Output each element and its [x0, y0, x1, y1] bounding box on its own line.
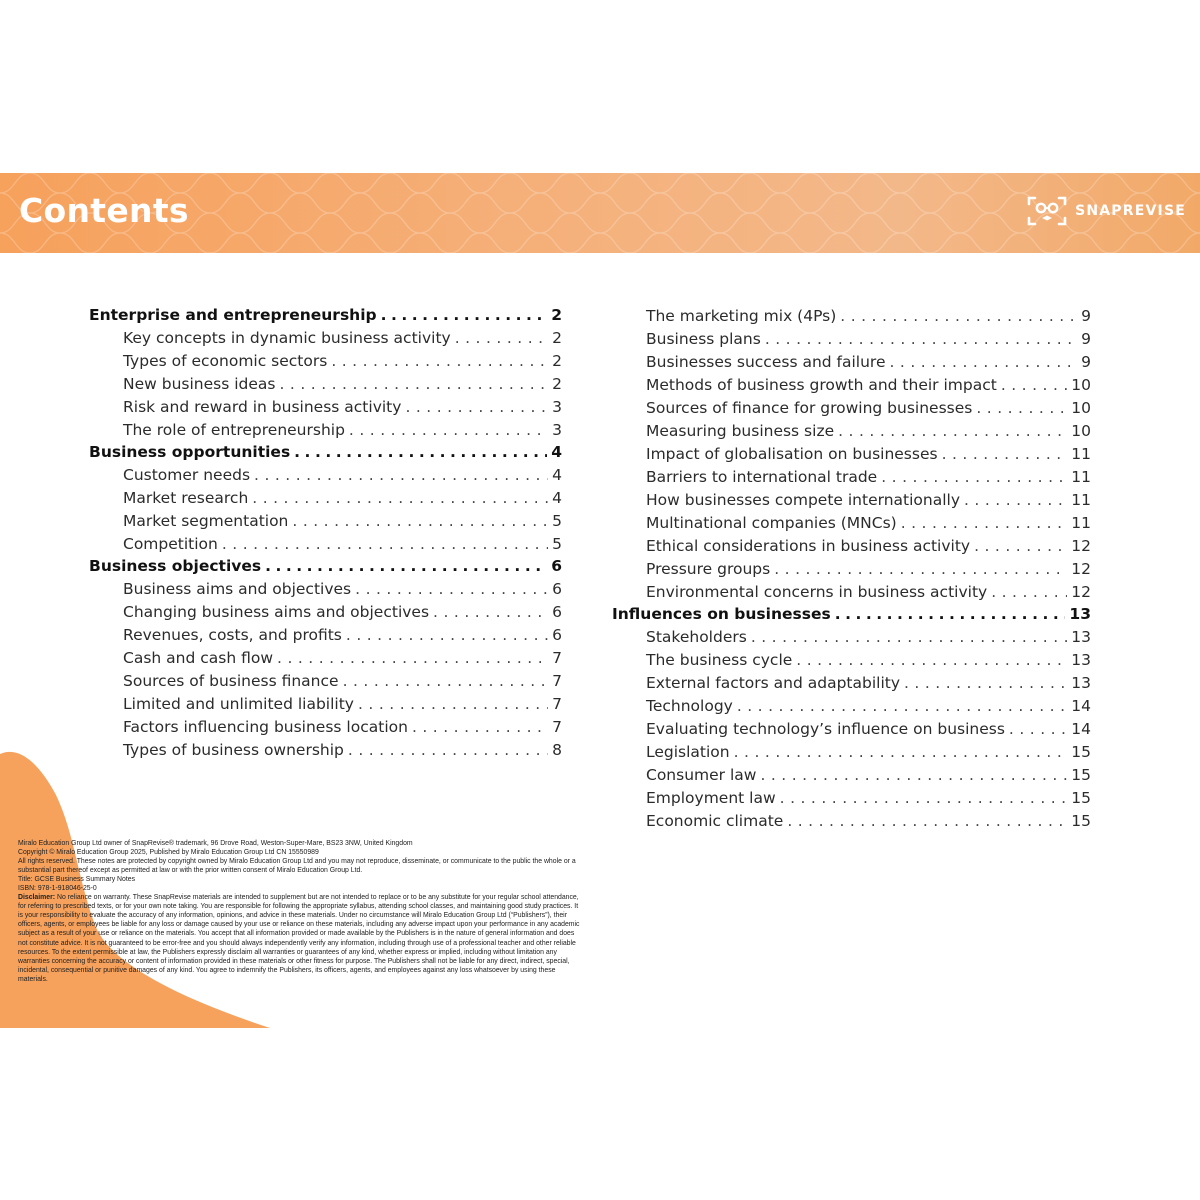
dot-leader	[1001, 376, 1067, 394]
dot-leader	[412, 718, 548, 736]
entry-label: Consumer law	[646, 766, 757, 784]
contents-entry[interactable]	[612, 486, 1091, 509]
entry-page-number: 14	[1071, 720, 1091, 738]
dot-leader	[405, 398, 548, 416]
dot-leader	[455, 329, 548, 347]
page-title: Contents	[19, 191, 189, 230]
entry-label: The role of entrepreneurship	[123, 421, 345, 439]
entry-label: Stakeholders	[646, 628, 747, 646]
entry-page-number: 15	[1071, 789, 1091, 807]
contents-banner	[0, 173, 1200, 253]
entry-page-number: 9	[1081, 330, 1091, 348]
entry-page-number: 7	[552, 718, 562, 736]
entry-page-number: 6	[551, 557, 562, 575]
entry-page-number: 2	[552, 375, 562, 393]
dot-leader	[787, 812, 1067, 830]
entry-label: Environmental concerns in business activity	[646, 583, 988, 601]
contents-entry[interactable]	[612, 669, 1091, 692]
contents-entry[interactable]	[612, 463, 1091, 486]
disclaimer-label: Disclaimer:	[18, 892, 56, 902]
contents-entry[interactable]	[89, 507, 562, 530]
dot-leader	[294, 443, 547, 461]
dot-leader	[254, 466, 548, 484]
entry-page-number: 4	[552, 489, 562, 507]
dot-leader	[349, 421, 548, 439]
entry-page-number: 8	[552, 741, 562, 759]
dot-leader	[942, 445, 1068, 463]
entry-page-number: 15	[1071, 743, 1091, 761]
dot-leader	[222, 535, 548, 553]
contents-entry[interactable]	[612, 784, 1091, 807]
contents-entry[interactable]	[89, 416, 562, 439]
entry-label: Business objectives	[89, 557, 262, 575]
entry-page-number: 13	[1069, 605, 1091, 623]
dot-leader	[279, 375, 548, 393]
contents-entry[interactable]	[612, 302, 1091, 325]
contents-section-entry[interactable]	[89, 302, 562, 324]
entry-page-number: 4	[551, 443, 562, 461]
entry-label: Enterprise and entrepreneurship	[89, 306, 377, 324]
entry-label: Methods of business growth and their impact	[646, 376, 997, 394]
contents-entry[interactable]	[612, 761, 1091, 784]
snaprevise-logo	[1027, 195, 1186, 227]
dot-leader	[355, 580, 548, 598]
entry-label: Revenues, costs, and profits	[123, 626, 342, 644]
dot-leader	[343, 672, 549, 690]
entry-label: Sources of finance for growing businesses	[646, 399, 973, 417]
entry-label: Impact of globalisation on businesses	[646, 445, 938, 463]
dot-leader	[346, 626, 548, 644]
contents-entry[interactable]	[612, 623, 1091, 646]
entry-label: Employment law	[646, 789, 776, 807]
entry-label: Risk and reward in business activity	[123, 398, 402, 416]
entry-page-number: 13	[1071, 651, 1091, 669]
entry-label: Limited and unlimited liability	[123, 695, 354, 713]
contents-entry[interactable]	[612, 692, 1091, 715]
dot-leader	[881, 468, 1067, 486]
dot-leader	[765, 330, 1077, 348]
entry-page-number: 15	[1071, 812, 1091, 830]
dot-leader	[433, 603, 548, 621]
dot-leader	[780, 789, 1068, 807]
contents-entry[interactable]	[89, 667, 562, 690]
contents-entry[interactable]	[89, 690, 562, 713]
entry-page-number: 12	[1071, 537, 1091, 555]
entry-label: Business aims and objectives	[123, 580, 352, 598]
dot-leader	[840, 307, 1077, 325]
entry-page-number: 6	[552, 603, 562, 621]
contents-entry[interactable]	[612, 646, 1091, 669]
entry-page-number: 7	[552, 695, 562, 713]
dot-leader	[796, 651, 1067, 669]
copyright-line: Copyright © Miralo Education Group 2025, Published by Miralo Education Group Ltd CN 15550989	[18, 847, 319, 857]
contents-entry[interactable]	[612, 715, 1091, 738]
dot-leader	[734, 743, 1068, 761]
entry-label: Businesses success and failure	[646, 353, 886, 371]
entry-page-number: 10	[1071, 376, 1091, 394]
entry-page-number: 14	[1071, 697, 1091, 715]
entry-page-number: 12	[1071, 560, 1091, 578]
entry-label: Evaluating technology’s influence on business	[646, 720, 1005, 738]
entry-label: Key concepts in dynamic business activity	[123, 329, 451, 347]
disclaimer-text	[18, 892, 581, 982]
contents-entry[interactable]	[89, 736, 562, 759]
entry-page-number: 10	[1071, 422, 1091, 440]
entry-label: Technology	[646, 697, 733, 715]
entry-label: Customer needs	[123, 466, 251, 484]
dot-leader	[292, 512, 548, 530]
contents-entry[interactable]	[89, 713, 562, 736]
entry-label: Factors influencing business location	[123, 718, 408, 736]
dot-leader	[964, 491, 1067, 509]
entry-label: External factors and adaptability	[646, 674, 900, 692]
entry-page-number: 13	[1071, 628, 1091, 646]
dot-leader	[751, 628, 1067, 646]
entry-page-number: 11	[1071, 468, 1091, 486]
entry-page-number: 13	[1071, 674, 1091, 692]
dot-leader	[904, 674, 1067, 692]
entry-label: New business ideas	[123, 375, 276, 393]
entry-page-number: 3	[552, 398, 562, 416]
contents-section-entry[interactable]	[89, 439, 562, 461]
contents-entry[interactable]	[89, 598, 562, 621]
entry-label: Legislation	[646, 743, 730, 761]
contents-entry[interactable]	[89, 575, 562, 598]
entry-label: Market segmentation	[123, 512, 289, 530]
contents-entry[interactable]	[89, 324, 562, 347]
dot-leader	[348, 741, 548, 759]
dot-leader	[974, 537, 1067, 555]
entry-page-number: 7	[552, 672, 562, 690]
entry-label: Business opportunities	[89, 443, 291, 461]
contents-entry[interactable]	[612, 807, 1091, 830]
entry-page-number: 10	[1071, 399, 1091, 417]
contents-column-left	[89, 302, 562, 759]
contents-entry[interactable]	[612, 555, 1091, 578]
contents-entry[interactable]	[89, 644, 562, 667]
dot-leader	[265, 557, 547, 575]
snaprevise-mascot-icon	[1027, 195, 1067, 227]
entry-label: Measuring business size	[646, 422, 835, 440]
contents-column-right	[612, 302, 1091, 830]
contents-entry[interactable]	[612, 578, 1091, 601]
legal-notice	[18, 838, 581, 983]
contents-section-entry[interactable]	[89, 553, 562, 575]
entry-label: Changing business aims and objectives	[123, 603, 430, 621]
dot-leader	[835, 605, 1066, 623]
contents-entry[interactable]	[612, 417, 1091, 440]
entry-page-number: 4	[552, 466, 562, 484]
entry-label: Market research	[123, 489, 249, 507]
dot-leader	[277, 649, 548, 667]
contents-entry[interactable]	[612, 325, 1091, 348]
contents-section-entry[interactable]	[612, 601, 1091, 623]
entry-label: Pressure groups	[646, 560, 771, 578]
entry-page-number: 3	[552, 421, 562, 439]
entry-page-number: 2	[552, 329, 562, 347]
dot-leader	[976, 399, 1067, 417]
dot-leader	[774, 560, 1067, 578]
contents-entry[interactable]	[89, 393, 562, 416]
dot-leader	[901, 514, 1068, 532]
entry-label: Types of economic sectors	[123, 352, 328, 370]
entry-label: Influences on businesses	[612, 605, 831, 623]
contents-entry[interactable]	[612, 738, 1091, 761]
dot-leader	[838, 422, 1067, 440]
isbn-line: ISBN: 978-1-918046-25-0	[18, 883, 97, 893]
rights-text: All rights reserved. These notes are protected by copyright owned by Miralo Education Group Ltd and you may not reproduce, disseminate, or communicate to the public the whole or a substantial part thereof except as permitted at law or with the prior written consent of Miralo Education Group Ltd.	[18, 856, 576, 875]
entry-page-number: 7	[552, 649, 562, 667]
entry-page-number: 2	[551, 306, 562, 324]
entry-label: Economic climate	[646, 812, 784, 830]
contents-entry[interactable]	[612, 394, 1091, 417]
entry-page-number: 12	[1071, 583, 1091, 601]
contents-entry[interactable]	[612, 371, 1091, 394]
entry-page-number: 11	[1071, 445, 1091, 463]
contents-entry[interactable]	[89, 621, 562, 644]
entry-page-number: 15	[1071, 766, 1091, 784]
contents-entry[interactable]	[89, 347, 562, 370]
contents-entry[interactable]	[89, 484, 562, 507]
entry-page-number: 2	[552, 352, 562, 370]
entry-page-number: 6	[552, 626, 562, 644]
dot-leader	[760, 766, 1067, 784]
dot-leader	[890, 353, 1078, 371]
entry-label: Competition	[123, 535, 218, 553]
entry-page-number: 5	[552, 535, 562, 553]
disclaimer-body: No reliance on warranty. These SnapRevise materials are intended to supplement but are not intended to replace or to be any substitute for your regular school attendance, for referring to prescribed texts, or for your own note taking. You are responsible for following the appropriate syllabus, attending school classes, and maintaining good study practices. It is your responsibility to evaluate the accuracy of any information, opinions, and advice in these materials. Under no circumstance will Miralo Education Group Ltd (“Publishers”), their officers, agents, or employees be liable for any loss or damage caused by your use or reliance on these materials, including any adverse impact upon your performance in any academic subject as a result of your use or reliance on the materials. You accept that all information provided or made available by the Publishers is in the nature of general information and does not constitute advice. It is not guaranteed to be error-free and you should always independently verify any information, including through use of a professional teacher and other reliable resources. To the extent permissible at law, the Publishers expressly disclaim all warranties or guarantees of any kind, whether express or implied, including without limitation any warranties concerning the accuracy or content of information provided in these materials or other fitness for purpose. The Publishers shall not be liable for any direct, indirect, special, incidental, consequential or punitive damages of any kind. You agree to indemnify the Publishers, its officers, agents, and employees against any loss whatsoever by using these materials.	[18, 892, 580, 983]
entry-page-number: 11	[1071, 491, 1091, 509]
entry-label: How businesses compete internationally	[646, 491, 960, 509]
contents-entry[interactable]	[612, 509, 1091, 532]
entry-label: The marketing mix (4Ps)	[646, 307, 837, 325]
entry-page-number: 5	[552, 512, 562, 530]
contents-entry[interactable]	[89, 370, 562, 393]
dot-leader	[737, 697, 1067, 715]
entry-label: The business cycle	[646, 651, 793, 669]
title-line: Title: GCSE Business Summary Notes	[18, 874, 136, 884]
entry-label: Ethical considerations in business activity	[646, 537, 971, 555]
entry-label: Sources of business finance	[123, 672, 339, 690]
contents-entry[interactable]	[89, 461, 562, 484]
dot-leader	[991, 583, 1067, 601]
contents-entry[interactable]	[89, 530, 562, 553]
entry-label: Business plans	[646, 330, 761, 348]
dot-leader	[381, 306, 548, 324]
entry-page-number: 9	[1081, 353, 1091, 371]
contents-entry[interactable]	[612, 440, 1091, 463]
entry-page-number: 9	[1081, 307, 1091, 325]
entry-label: Barriers to international trade	[646, 468, 878, 486]
dot-leader	[1009, 720, 1067, 738]
entry-label: Types of business ownership	[123, 741, 344, 759]
owner-line: Miralo Education Group Ltd owner of SnapRevise® trademark, 96 Drove Road, Weston-Super-Mare, BS23 3NW, United Kingdom	[18, 838, 413, 847]
contents-entry[interactable]	[612, 348, 1091, 371]
entry-page-number: 11	[1071, 514, 1091, 532]
entry-page-number: 6	[552, 580, 562, 598]
brand-name: SNAPREVISE	[1075, 203, 1186, 219]
dot-leader	[331, 352, 548, 370]
contents-entry[interactable]	[612, 532, 1091, 555]
dot-leader	[252, 489, 548, 507]
dot-leader	[358, 695, 548, 713]
entry-label: Multinational companies (MNCs)	[646, 514, 897, 532]
entry-label: Cash and cash flow	[123, 649, 274, 667]
